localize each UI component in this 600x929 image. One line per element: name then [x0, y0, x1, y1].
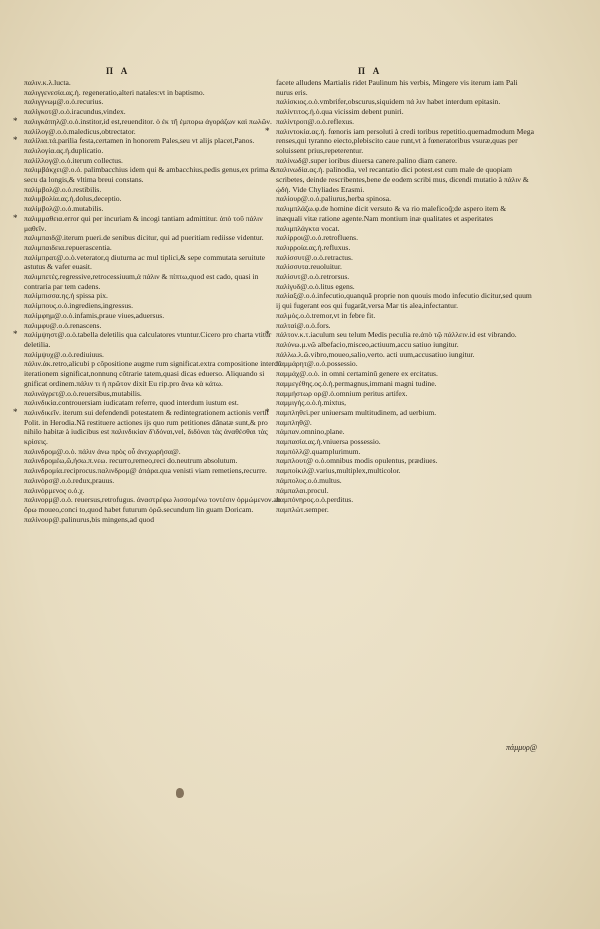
- right-column: [276, 78, 534, 515]
- dictionary-entry: παλταὶ@.ο.ὁ.fors.: [276, 320, 331, 330]
- dictionary-entry: παλίαξ@.ο.ὁ.infecutio,quanquã proprie non quouis modo infecutio dicitur,sed quum ij qui fugerant eos qui fugarãt,versa Mar tis alea,infectantur.: [276, 291, 532, 311]
- dictionary-entry: παλμὸς.ο.ὁ.tremor,vt in febre fit.: [276, 310, 376, 320]
- dictionary-entry: παλίγκοτ@.ο.ὁ.iracundus,vindex.: [24, 107, 126, 117]
- dictionary-entry: * πάλτον.κ.τ.iaculum seu telum Medis peculia re.ἀπὸ τῷ πάλλειν.id est vibrando.: [276, 330, 534, 340]
- dictionary-entry: παλίουρ@.ο.ὁ.paliurus,herba spinosa.: [276, 194, 391, 204]
- dictionary-entry: παλιμπετὲς.regressive,retrocessiuum,ἀ πάλιν & πίπτω,quod est cado, quasi in contraria par tem cadens.: [24, 272, 259, 291]
- dictionary-entry: * παλιγκάπηλ@.ο.ὁ.institor,id est,reuenditor. ὁ ἐκ τῆ ἐμπορω ἀγοράζων καὶ πωλῶν.: [24, 117, 282, 127]
- page-signature-right: Π Α: [358, 66, 383, 76]
- dictionary-entry: παμμήστωρ ορ@.ὁ.omnium peritus artifex.: [276, 388, 408, 398]
- dictionary-entry: παλινδρομία.reciprocus.παλινδρομ@ ἀπάρα.qua venisti viam remetiens,recurre.: [24, 466, 267, 476]
- left-column: [24, 78, 282, 524]
- dictionary-entry: παμπόλλ@.quamplurimum.: [276, 446, 361, 456]
- dictionary-entry: facete alludens Martialis ridet Paulinum his verbis, Mingere vis iterum iam Pali nurus eris.: [276, 78, 518, 97]
- dictionary-entry: παλιγγενεσία.ας.ἡ. regeneratio,alteri natales:vt in baptismo.: [24, 87, 205, 97]
- dictionary-entry: παλίντροπ@.ο.ὁ.reflexus.: [276, 116, 355, 126]
- dictionary-entry: παλιμφυ@.ο.ὁ.renascens.: [24, 320, 102, 330]
- dictionary-entry: παλίγυδ@.ο.ὁ.litus egens.: [276, 281, 355, 291]
- dictionary-entry: * παμπληθεὶ.per uniuersam multitudinem, ad uerbium.: [276, 408, 534, 418]
- dictionary-entry: παλίρροι@.ο.ὁ.retrofluens.: [276, 233, 359, 243]
- dictionary-entry: * παλινδικεῖν. iterum sui defendendi potestatem & redintegrationem actionis vertit Polit. in Herodia.Nã restituere actiones ijs quo rum petitiones dãnatæ sunt,& pro nihilo habitæ à iudicibus est παλινδικίαν δ'ιδόναι,vel, διδόναι τὰς ἀναθέσθαι τὰς κρίσεις.: [24, 408, 282, 447]
- dictionary-entry: παλινόρμενος ο.ὁ.χ.: [24, 485, 85, 495]
- dictionary-entry: παλιρροία.ας.ἡ.refluxus.: [276, 242, 351, 252]
- dictionary-entry: πάλλω.λ.ῶ.vibro,moueo,salio,verto. acti uum,accusatiuo iungitur.: [276, 349, 475, 359]
- dictionary-entry: παλιμβάκχει@.ο.ὁ. palimbacchius idem qui & ambacchius,pedis genus,ex prima & secu da longis,& vltima breui constans.: [24, 165, 277, 185]
- dictionary-entry: παλιμπλάζω.φ.de homine dicit versuto & va rio maleficoq̃;de aspero item & inæquali vitæ ratione agente.Nam montium inæ qualitates et asperitates παλιμπλάγκτα vocat.: [276, 204, 507, 233]
- dictionary-entry: παλινόρσ@.ο.ὁ.redux,prauus.: [24, 475, 115, 485]
- dictionary-entry: παλιγγνωμ@.ο.ὁ.recurius.: [24, 97, 104, 107]
- dictionary-entry: παλίσσυτ@.ο.ὁ.retractus.: [276, 252, 353, 262]
- dictionary-entry: παλίντιτος.ή.ὁ.qua vicissim debent puniri.: [276, 107, 404, 117]
- dictionary-entry: παμμάρητ@.ο.ὁ.possessio.: [276, 359, 358, 369]
- dictionary-entry: παλιμπαιδ@.iterum pueri.de senibus dicitur, qui ad pueritiam rediisse videntur.: [24, 233, 264, 243]
- dictionary-entry: * παλίμψηστ@.ο.ὁ.tabella deletilis qua calculatores vtuntur.Cicero pro charta vtitur deletilia.: [24, 330, 282, 349]
- dictionary-entry: παλινδρομ@.ο.ὁ. πάλιν ἀνω πρὸς οὗ ἀνεχωρήσα@.: [24, 446, 181, 456]
- catchword: πάμμυρ@: [506, 743, 538, 752]
- dictionary-entry: πάμπολυς.ο.ὁ.multus.: [276, 475, 342, 485]
- dictionary-entry: παλίνωδ@.super ioribus diuersa canere.palino diam canere.: [276, 155, 457, 165]
- dictionary-entry: * παλίλια.τά.parilia festa,certamen in honorem Pales,seu vt alijs placet,Panos.: [24, 136, 282, 146]
- dictionary-entry: παλίλλογ@.ο.ὁ.iterum collectus.: [24, 155, 123, 165]
- dictionary-entry: παλίμψυχ@.ο.ὁ.rediuiuus.: [24, 349, 104, 359]
- dictionary-entry: παλίσσυτα.reuoluitur.: [276, 262, 342, 272]
- dictionary-entry: πάμπαν.omnino,plane.: [276, 427, 345, 437]
- dictionary-entry: παλίμβολ@.ο.ὁ.restibilis.: [24, 184, 102, 194]
- dictionary-entry: παμμάχ@.ο.ὁ. in omni certaminũ genere ex ercitatus.: [276, 369, 438, 379]
- dictionary-entry: πάλιν.ἀκ.retro,alicubi p cõpositione augme rum significat.extra compositione interdũ iterationem significat,nonnunq cõtrarie tatem,quasi dicas eduerso. Aliquando si gnificat ordinem.πάλιν τι ἠ πρῶτον dixit Eu rip.pro ἄνω κὰ κάτω.: [24, 359, 282, 388]
- dictionary-entry: παμμιγής.ο.ὁ.ἡ.mixtus,: [276, 398, 347, 408]
- dictionary-entry: παλίσυτ@.ο.ὁ.retrorsus.: [276, 272, 350, 282]
- dictionary-entry: παλίμπους.ο.ὁ.ingrediens,ingressus.: [24, 301, 133, 311]
- dictionary-entry: παλίμβολ@.ο.ὁ.mutabilis.: [24, 204, 104, 214]
- dictionary-entry: παμπλώτ.semper.: [276, 504, 329, 514]
- dictionary-entry: παλίλογ@.ο.ὁ.maledicus,obtrectator.: [24, 126, 136, 136]
- dictionary-entry: παλίσκιος.ο.ὁ.vmbrifer,obscurus,siquidem πά λιν habet interdum epitasin.: [276, 97, 501, 107]
- dictionary-entry: παλιμβολία.ας.ἡ.dolus,deceptio.: [24, 194, 122, 204]
- page-signature-left: Π Α: [106, 66, 131, 76]
- dictionary-entry: παμποίκιλ@.varius,multiplex,multicolor.: [276, 466, 401, 476]
- dictionary-entry: παλινδρομέω,ῶ,ήσω.π.νεω. recurro,remeo,reci do.neutrum absolutum.: [24, 456, 238, 466]
- dictionary-entry: παλιλογία.ας.ἡ.duplicatio.: [24, 145, 104, 155]
- dictionary-entry: παλίμπισσα.ης.ἡ spissa pix.: [24, 291, 108, 301]
- dictionary-entry: παλιμπαιδεια.repuerascentia.: [24, 242, 112, 252]
- dictionary-entry: παλινδικία.controuersiam iudicatam referre, quod interdum iustum est.: [24, 398, 239, 408]
- dictionary-entry: * παλιμμαθεια.error qui per incuriam & incogi tantiam admittitur. ἀπὸ τοῦ πάλιν μαθεῖν.: [24, 214, 282, 233]
- dictionary-entry: παμπλουτ@ ο.ὁ.omnibus modis opulentus, prædiues.: [276, 456, 438, 466]
- dictionary-entry: παλίμφημ@.ο.ὁ.infamis,praue viues,aduersus.: [24, 310, 165, 320]
- dictionary-entry: παμπασία.ας.ἡ.vniuersa possessio.: [276, 437, 381, 447]
- dictionary-entry: παλίνουρ@.palinurus,bis mingens,ad quod: [24, 514, 155, 524]
- dictionary-entry: παλινορμ@.ο.ὁ. reuersus,retrofugus. ἀναστρέφω λισσομένω τοντέσιν ὀρμώμενον.ab ὄρω moueo,conci to,quod habet futurum ὀρῶ.secundum lin guam Doricam.: [24, 495, 281, 514]
- dictionary-entry: παλύνω.μ.νῶ albefacio,misceo,actiuum,accu satiuo iungitur.: [276, 339, 459, 349]
- dictionary-entry: παμμεγέθης.ος.ὁ.ἡ.permagnus,immani magni tudine.: [276, 378, 437, 388]
- ink-blot: [176, 788, 184, 798]
- dictionary-entry: παμπόνηρος.ο.ὁ.perditus.: [276, 495, 354, 505]
- dictionary-entry: παμπληθ@.: [276, 417, 312, 427]
- dictionary-entry: * παλιντοκία.ας.ἡ. fœnoris iam persoluti à credi toribus repetitio.quemadmodum Mega renses,qui tyranno eiecto,plebiscito caue runt,vt à fœneratoribus vsuræ,quas per soluissent prius,repeterentur.: [276, 127, 534, 156]
- dictionary-entry: παλιν.κ.λ.lucta.: [24, 78, 71, 87]
- dictionary-entry: παλίμπρατ@.ο.ὁ.veterator,q diuturna ac mul tiplici,& sepe commutata seruitute astutus & vafer euasit.: [24, 252, 265, 272]
- dictionary-entry: παλινωδία.ας.ἡ. palinodia, vel recantatio dici potest.est cum male de quopiam scribetes, deinde rescribentes,bene de eodem scribi mus, dicendi mutatio à πάλιν & ᾠδὴ. Vide Chyliades Erasmi.: [276, 165, 529, 194]
- dictionary-entry: παλινάγρετ@.ο.ὁ.reuersibus,mutabilis.: [24, 388, 142, 398]
- dictionary-entry: πάμπαλαι.procul.: [276, 485, 329, 495]
